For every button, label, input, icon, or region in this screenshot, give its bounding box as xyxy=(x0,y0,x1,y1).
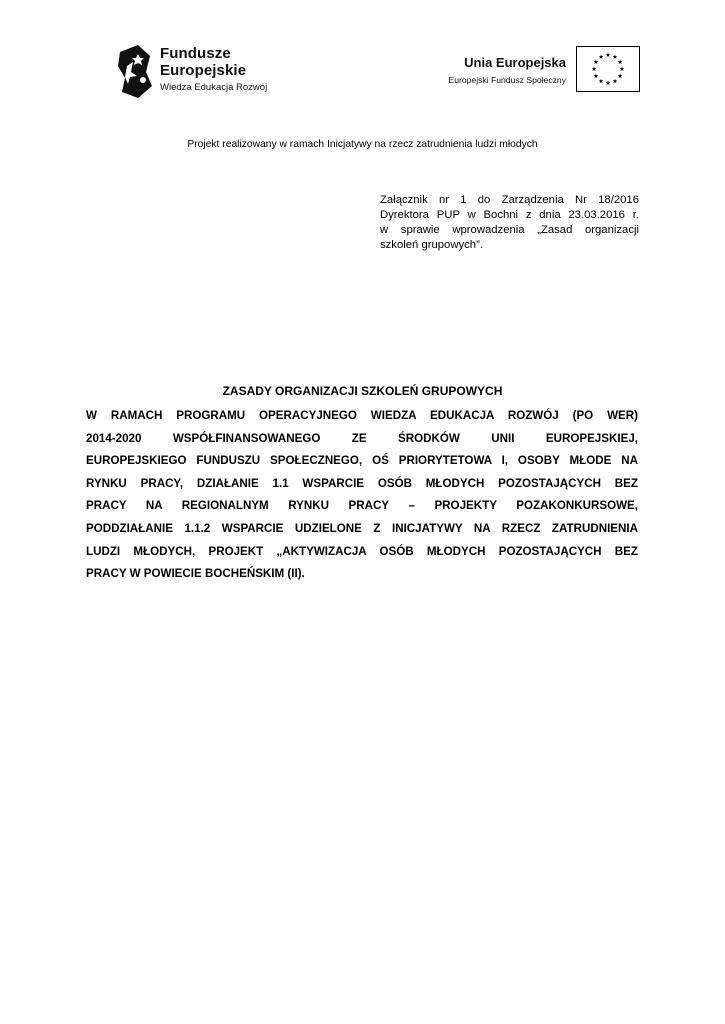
document-title: ZASADY ORGANIZACJI SZKOLEŃ GRUPOWYCH xyxy=(222,384,503,398)
body-line: RYNKU PRACY, DZIAŁANIE 1.1 WSPARCIE OSÓB MŁODYCH POZOSTAJĄCYCH BEZ xyxy=(86,476,638,490)
eu-star-icon xyxy=(606,53,611,57)
eu-star-icon xyxy=(618,60,623,64)
logo-subtitle-efs: Europejski Fundusz Społeczny xyxy=(448,75,566,85)
eu-star-icon xyxy=(592,67,597,71)
logo-title-unia-europejska: Unia Europejska xyxy=(464,55,566,70)
logo-line-program: Wiedza Edukacja Rozwój xyxy=(160,82,268,93)
body-line: PODDZIAŁANIE 1.1.2 WSPARCIE UDZIELONE Z INICJATYWY NA RZECZ ZATRUDNIENIA xyxy=(86,521,638,535)
eu-star-icon xyxy=(594,74,599,78)
eu-star-icon xyxy=(599,54,604,58)
eu-star-icon xyxy=(618,74,623,78)
eu-flag-icon xyxy=(576,46,640,92)
annex-line: Dyrektora PUP w Bochni z dnia 23.03.2016 r. xyxy=(380,209,639,221)
eu-star-icon xyxy=(594,60,599,64)
annex-line: w sprawie wprowadzenia „Zasad organizacji xyxy=(380,224,639,236)
eu-star-icon xyxy=(606,81,611,85)
annex-line: szkoleń grupowych”. xyxy=(380,239,483,251)
body-line: PRACY W POWIECIE BOCHEŃSKIM (II). xyxy=(86,567,305,581)
logo-line-europejskie: Europejskie xyxy=(160,62,247,79)
fundusze-europejskie-logo-icon xyxy=(116,42,154,100)
body-line: LUDZI MŁODYCH, PROJEKT „AKTYWIZACJA OSÓB MŁODYCH POZOSTAJĄCYCH BEZ xyxy=(86,544,638,558)
body-line: 2014-2020 WSPÓŁFINANSOWANEGO ZE ŚRODKÓW UNII EUROPEJSKIEJ, xyxy=(86,431,638,445)
eu-star-icon xyxy=(599,79,604,83)
eu-star-icon xyxy=(620,67,625,71)
eu-star-icon xyxy=(613,79,618,83)
project-line: Projekt realizowany w ramach Inicjatywy na rzecz zatrudnienia ludzi młodych xyxy=(187,139,538,150)
unia-europejska-logo xyxy=(424,46,644,96)
fundusze-europejskie-logo xyxy=(116,42,286,100)
body-line: EUROPEJSKIEGO FUNDUSZU SPOŁECZNEGO, OŚ PRIORYTETOWA I, OSOBY MŁODE NA xyxy=(86,454,638,468)
logo-line-fundusze: Fundusze xyxy=(160,45,231,62)
annex-line: Załącznik nr 1 do Zarządzenia Nr 18/2016 xyxy=(380,194,639,206)
body-line: PRACY NA REGIONALNYM RYNKU PRACY – PROJEKTY POZAKONKURSOWE, xyxy=(86,499,638,513)
annex-block xyxy=(380,193,639,253)
eu-star-icon xyxy=(613,54,618,58)
document-body xyxy=(86,405,638,586)
body-line: W RAMACH PROGRAMU OPERACYJNEGO WIEDZA EDUKACJA ROZWÓJ (PO WER) xyxy=(86,409,638,422)
